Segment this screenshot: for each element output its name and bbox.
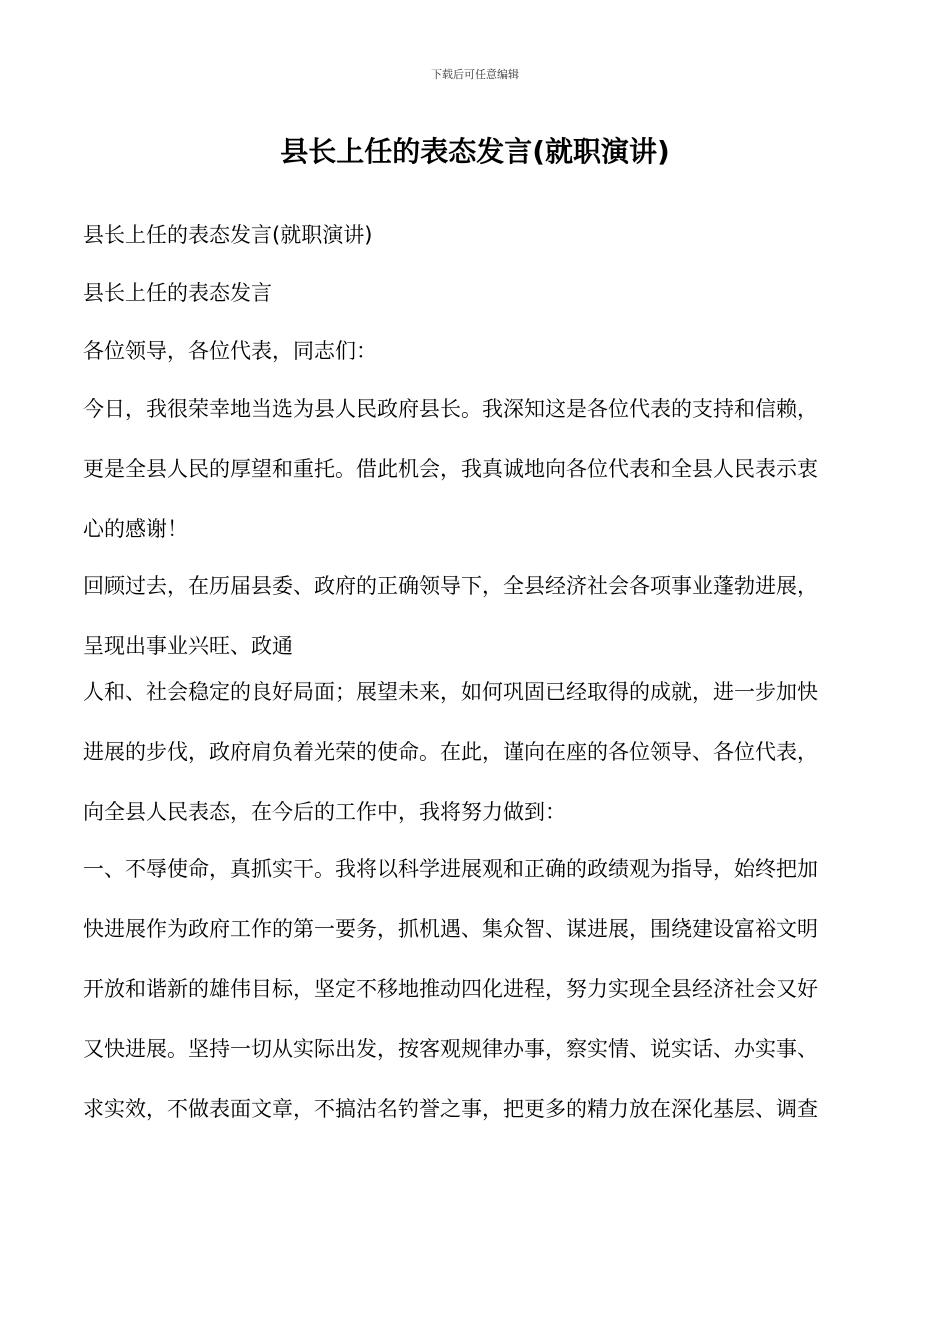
header-note: 下载后可任意编辑 (431, 68, 519, 81)
body-line: 县长上任的表态发言 (83, 281, 272, 305)
body-line: 求实效，不做表面文章，不搞沽名钓誉之事，把更多的精力放在深化基层、调查 (83, 1097, 818, 1121)
document-body (83, 220, 873, 1125)
body-line: 回顾过去，在历届县委、政府的正确领导下，全县经济社会各项事业蓬勃进展， (83, 574, 818, 598)
body-line: 各位领导，各位代表，同志们： (83, 339, 377, 363)
body-line: 一、不辱使命，真抓实干。我将以科学进展观和正确的政绩观为指导，始终把加 (83, 857, 818, 881)
body-line: 今日，我很荣幸地当选为县人民政府县长。我深知这是各位代表的支持和信赖， (83, 397, 818, 421)
body-line: 开放和谐新的雄伟目标，坚定不移地推动四化进程，努力实现全县经济社会又好 (83, 977, 818, 1001)
body-line: 更是全县人民的厚望和重托。借此机会，我真诚地向各位代表和全县人民表示衷 (83, 457, 818, 481)
body-line: 心的感谢！ (83, 517, 188, 541)
body-line: 县长上任的表态发言(就职演讲) (83, 223, 373, 247)
body-line: 进展的步伐，政府肩负着光荣的使命。在此，谨向在座的各位领导、各位代表， (83, 740, 818, 764)
body-line: 呈现出事业兴旺、政通 (83, 634, 293, 658)
body-line: 人和、社会稳定的良好局面；展望未来，如何巩固已经取得的成就，进一步加快 (83, 680, 818, 704)
body-line: 向全县人民表态，在今后的工作中，我将努力做到： (83, 800, 566, 824)
body-line: 又快进展。坚持一切从实际出发，按客观规律办事，察实情、说实话、办实事、 (83, 1037, 818, 1061)
body-line: 快进展作为政府工作的第一要务，抓机遇、集众智、谋进展，围绕建设富裕文明 (83, 917, 818, 941)
document-title: 县长上任的表态发言(就职演讲) (280, 135, 670, 168)
